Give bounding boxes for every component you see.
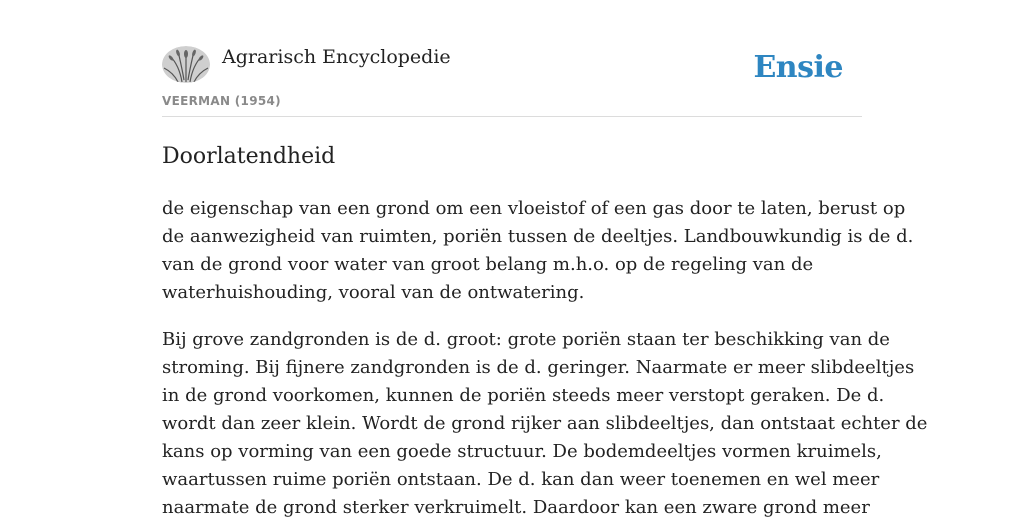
wheat-icon[interactable]	[162, 46, 210, 83]
paragraph-line: waartussen ruime poriën ontstaan. De d. kan dan weer toenemen en wel meer	[162, 469, 880, 490]
paragraph-line: kans op vorming van een goede structuur. De bodemdeeltjes vormen kruimels,	[162, 441, 882, 462]
paragraph-line: de aanwezigheid van ruimten, poriën tussen de deeltjes. Landbouwkundig is de d.	[162, 226, 914, 247]
paragraph-line: Bij grove zandgronden is de d. groot: grote poriën staan ter beschikking van de	[162, 329, 890, 350]
brand-logo[interactable]: Ensie	[753, 50, 843, 85]
article-paragraph	[162, 326, 928, 522]
entry-title: Doorlatendheid	[162, 144, 336, 169]
paragraph-line: wordt dan zeer klein. Wordt de grond rijker aan slibdeeltjes, dan ontstaat echter de	[162, 413, 928, 434]
paragraph-line: stroming. Bij fijnere zandgronden is de d. geringer. Naarmate er meer slibdeeltjes	[162, 357, 915, 378]
paragraph-line: de eigenschap van een grond om een vloeistof of een gas door te laten, berust op	[162, 198, 906, 219]
article-page	[162, 0, 928, 522]
paragraph-line: naarmate de grond sterker verkruimelt. Daardoor kan een zware grond meer	[162, 497, 870, 518]
publication-author: VEERMAN (1954)	[162, 94, 281, 108]
paragraph-line: waterhuishouding, vooral van de ontwatering.	[162, 282, 585, 303]
paragraph-line: in de grond voorkomen, kunnen de poriën steeds meer verstopt geraken. De d.	[162, 385, 885, 406]
publication-title[interactable]: Agrarisch Encyclopedie	[222, 46, 451, 68]
article-paragraph	[162, 195, 914, 307]
header	[162, 0, 862, 117]
paragraph-line: van de grond voor water van groot belang m.h.o. op de regeling van de	[162, 254, 814, 275]
